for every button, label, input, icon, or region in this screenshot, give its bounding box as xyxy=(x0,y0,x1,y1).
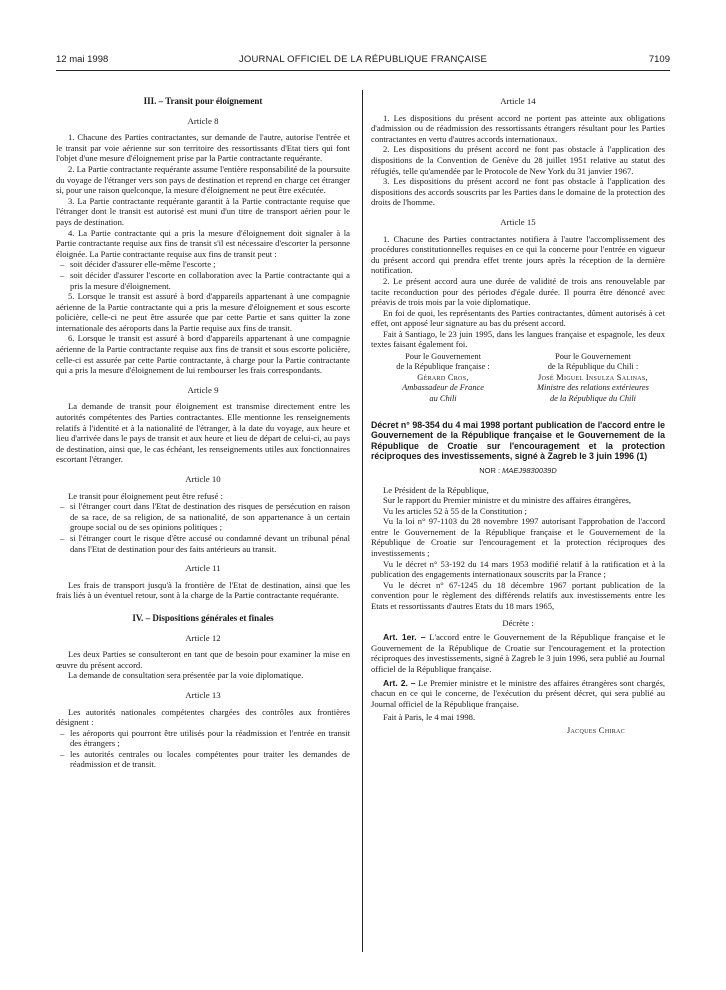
issue-date: 12 mai 1998 xyxy=(56,54,109,65)
signatory-role: Ambassadeur de France xyxy=(402,383,484,393)
signature-line: Pour le Gouvernement xyxy=(405,352,481,362)
signatory-role: au Chili xyxy=(429,393,457,403)
paragraph: 3. Les dispositions du présent accord ne font pas obstacle à l'application des dispositions des accords souscrits par les Parties dans le domaine de la protection des droits de l'homme. xyxy=(371,176,665,208)
paragraph: 5. Lorsque le transit est assuré à bord d'appareils appartenant à une compagnie aérienne de la Partie contractante qui a pris la mesure d'éloignement et sous escorte policière, celle-ci ne peut être assurée que par cette Partie et sans quitter la zone internationale des aéroports dans la Partie requise aux fins de transit. xyxy=(56,291,350,333)
paragraph: Sur le rapport du Premier ministre et du ministre des affaires étrangères, xyxy=(383,495,632,506)
nor-label: NOR : xyxy=(479,465,501,475)
list-item: – si l'étranger court dans l'Etat de destination des risques de persécution en raison de sa race, de sa religion, de sa nationalité, de son appartenance à un certain groupe social ou de ses opinions politiques ; xyxy=(70,501,350,533)
signature-line: de la République française : xyxy=(396,362,490,372)
paragraph: 2. Les dispositions du présent accord ne font pas obstacle à l'application des dispositions de la Convention de Genève du 28 juillet 1951 relative au statut des réfugiés, telle qu'amendée par le Protocole de New York du 31 janvier 1967. xyxy=(371,144,665,176)
article-text: L'accord entre le Gouvernement de la République française et le Gouvernement de la République de Croatie sur l'encouragement et la protection réciproques des investissements, signé à Zagreb le 3 juin 1996, sera publié au Journal officiel de la République française. xyxy=(371,632,666,674)
signatory-name: Gérard Cros, xyxy=(417,372,469,382)
dash-list xyxy=(56,259,350,291)
signature-line: Pour le Gouvernement xyxy=(555,352,631,362)
paragraph: Les frais de transport jusqu'à la frontière de l'Etat de destination, ainsi que les frais liés à un éventuel retour, sont à la charge de la Partie contractante requérante. xyxy=(56,579,350,601)
paragraph: 3. La Partie contractante requérante garantit à la Partie contractante requise que l'étranger dont le transit est autorisé est muni d'un titre de transport aérien pour le pays de destination. xyxy=(56,195,350,227)
paragraph: 4. La Partie contractante qui a pris la mesure d'éloignement doit signaler à la Partie contractante requise aux fins de transit s'il est nécessaire d'escorter la personne éloignée. La Partie contractante requise aux fins de transit peut : xyxy=(56,227,350,259)
paragraph: 2. La Partie contractante requérante assume l'entière responsabilité de la poursuite du voyage de l'étranger vers son pays de destination et reprend en charge cet étranger si, pour une raison quelconque, la mesure d'éloignement ne peut être exécutée. xyxy=(56,163,350,196)
list-item: – les aéroports qui pourront être utilisés pour la réadmission et l'entrée en transit des étrangers ; xyxy=(70,728,350,749)
paragraph: Vu le décret n° 67-1245 du 18 décembre 1967 portant publication de la convention pour le règlement des différends relatifs aux investissements entre les Etats et ressortissants d'autres Etats du 18 mars 1965, xyxy=(371,579,665,612)
section-title: III. – Transit pour éloignement xyxy=(143,96,263,106)
paragraph: Vu les articles 52 à 55 de la Constitution ; xyxy=(383,505,527,516)
right-column xyxy=(371,96,665,736)
decree-title: Décret n° 98-354 du 4 mai 1998 portant publication de l'accord entre le Gouvernement de la République française et le Gouvernement de la République de Croatie sur l'encouragement et la protection réciproques des investissements, signé à Zagreb le 3 juin 1996 (1) xyxy=(371,420,665,461)
decree-formula: Décrète : xyxy=(502,617,534,628)
signature-line: de la République du Chili : xyxy=(547,362,639,372)
article-heading: Article 8 xyxy=(187,115,219,126)
article-heading: Article 15 xyxy=(500,216,536,227)
done-at: Fait à Paris, le 4 mai 1998. xyxy=(383,712,476,723)
article-lead: Art. 1er. – xyxy=(383,632,426,643)
paragraph: 1. Les dispositions du présent accord ne portent pas atteinte aux obligations d'admission ou de réadmission des ressortissants étrangers résultant pour les Parties contractantes en vertu d'autres accords internationaux. xyxy=(371,112,665,144)
signatory-name: José Miguel Insulza Salinas, xyxy=(538,372,648,382)
paragraph: 6. Lorsque le transit est assuré à bord d'appareils appartenant à une compagnie aérienne de la Partie contractante requise aux fins de transit et sous escorte policière, celle-ci est assurée par cette Partie contractante, à charge pour la Partie contractante qui a pris la mesure d'éloignement de lui rembourser les frais correspondants. xyxy=(56,333,350,376)
paragraph: La demande de transit pour éloignement est transmise directement entre les autorités compétentes des Parties contractantes. Elle mentionne les renseignements relatifs à l'identité et à la nationalité de l'étranger, à la date du voyage, aux heure et lieu d'arrivée dans le pays de transit et aux heure et lieu de départ de celui-ci, au pays de destination, ainsi que, le cas échéant, les renseignements utiles aux fonctionnaires escortant l'étranger. xyxy=(56,401,350,465)
list-item: – soit décider d'assurer elle-même l'escorte ; xyxy=(70,259,350,270)
signatory-role: de la République du Chili xyxy=(549,393,637,403)
paragraph: Les autorités nationales compétentes chargées des contrôles aux frontières désignent : xyxy=(56,706,350,728)
page-number: 7109 xyxy=(648,54,670,65)
left-column xyxy=(56,96,350,770)
article-text: Le Premier ministre et le ministre des affaires étrangères sont chargés, chacun en ce qui le concerne, de l'exécution du présent décret, qui sera publié au Journal officiel de la République française. xyxy=(371,677,665,709)
page-header xyxy=(56,54,670,68)
paragraph: Les deux Parties se consulteront en tant que de besoin pour examiner la mise en œuvre du présent accord. xyxy=(56,649,350,670)
dash-list xyxy=(56,501,350,554)
nor-code: MAEJ9830039D xyxy=(502,465,557,475)
signatory-role: Ministre des relations extérieures xyxy=(537,383,649,393)
article-heading: Article 11 xyxy=(185,563,221,574)
signature-france xyxy=(371,352,515,404)
article-heading: Article 10 xyxy=(185,474,221,484)
article-lead: Art. 2. – xyxy=(383,677,416,688)
president-signature: Jacques Chirac xyxy=(566,724,625,735)
dash-list xyxy=(56,728,350,770)
article-heading: Article 9 xyxy=(187,384,219,395)
paragraph: 2. Le présent accord aura une durée de validité de trois ans renouvelable par tacite reconduction pour des périodes d'égale durée. Il pourra être dénoncé avec préavis de trois mois par la voie diplomatique. xyxy=(371,275,665,308)
decree-article xyxy=(371,632,665,674)
article-heading: Article 14 xyxy=(500,96,536,106)
paragraph: Le Président de la République, xyxy=(383,484,489,495)
signature-chile xyxy=(521,352,665,404)
decree-article xyxy=(371,678,665,710)
article-heading: Article 12 xyxy=(185,632,221,643)
signature-block xyxy=(371,352,665,404)
paragraph: Fait à Santiago, le 23 juin 1995, dans les langues française et espagnole, les deux textes faisant également foi. xyxy=(371,328,665,350)
list-item: – si l'étranger court le risque d'être accusé ou condamné devant un tribunal pénal dans l'Etat de destination pour des faits antérieurs au transit. xyxy=(70,533,350,554)
paragraph: 1. Chacune des Parties contractantes, sur demande de l'autre, autorise l'entrée et le transit par voie aérienne sur son territoire des ressortissants d'Etat tiers qui font l'objet d'une mesure d'éloignement prise par la Partie contractante requérante. xyxy=(56,132,350,164)
paragraph: Vu le décret n° 53-192 du 14 mars 1953 modifié relatif à la ratification et à la publication des engagements internationaux souscrits par la France ; xyxy=(371,558,665,580)
section-title: IV. – Dispositions générales et finales xyxy=(132,612,274,623)
journal-title: JOURNAL OFFICIEL DE LA RÉPUBLIQUE FRANÇAISE xyxy=(238,54,488,65)
article-heading: Article 13 xyxy=(185,689,221,700)
paragraph: En foi de quoi, les représentants des Parties contractantes, dûment autorisés à cet effet, ont apposé leur signature au bas du présent accord. xyxy=(371,307,665,329)
nor-reference xyxy=(371,466,665,477)
paragraph: Le transit pour éloignement peut être refusé : xyxy=(68,490,223,501)
paragraph: Vu la loi n° 97-1103 du 28 novembre 1997 autorisant l'approbation de l'accord entre le Gouvernement de la République française et le Gouvernement de la République de Croatie sur l'encouragement et la protection réciproques des investissements ; xyxy=(371,516,665,559)
column-divider xyxy=(362,90,363,952)
list-item: – les autorités centrales ou locales compétentes pour traiter les demandes de réadmission et de transit. xyxy=(70,749,350,770)
paragraph: La demande de consultation sera présentée par la voie diplomatique. xyxy=(68,670,304,681)
header-rule xyxy=(56,70,670,71)
list-item: – soit décider d'assurer l'escorte en collaboration avec la Partie contractante qui a pris la mesure d'éloignement. xyxy=(70,270,350,291)
paragraph: 1. Chacune des Parties contractantes notifiera à l'autre l'accomplissement des procédures constitutionnelles requises en ce qui la concerne pour l'entrée en vigueur du présent accord qui prendra effet trente jours après la réception de la dernière notification. xyxy=(371,233,665,276)
